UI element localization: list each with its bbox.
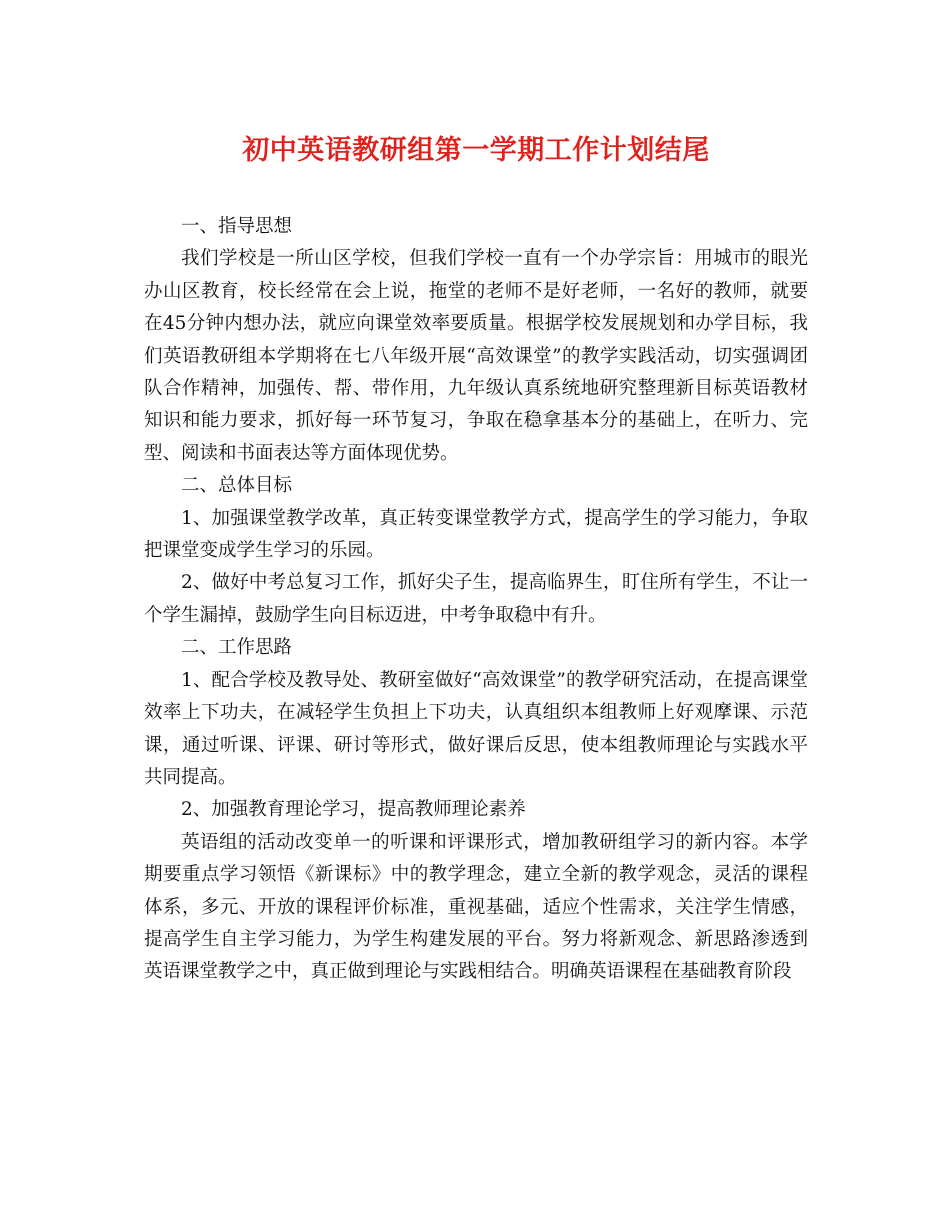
section-heading-guiding-ideology: 一、指导思想 <box>181 216 293 237</box>
section-heading-overall-goals: 二、总体目标 <box>181 475 293 497</box>
paragraph-goal-1: 1、加强课堂教学改革，真正转变课堂教学方式，提高学生的学习能力，争取把课堂变成学生学习的乐园。 <box>144 507 808 562</box>
document-body <box>144 211 808 989</box>
paragraph-theory-study: 英语组的活动改变单一的听课和评课形式，增加教研组学习的新内容。本学期要重点学习领悟《新课标》中的教学理念，建立全新的教学观念，灵活的课程体系，多元、开放的课程评价标准，重视基础，适应个性需求，关注学生情感，提高学生自主学习能力，为学生构建发展的平台。努力将新观念、新思路渗透到英语课堂教学之中，真正做到理论与实践相结合。明确英语课程在基础教育阶段 <box>144 831 808 983</box>
paragraph-school-mission: 我们学校是一所山区学校，但我们学校一直有一个办学宗旨：用城市的眼光办山区教育，校长经常在会上说，拖堂的老师不是好老师，一名好的教师，就要在45分钟内想办法，就应向课堂效率要质量。根据学校发展规划和办学目标，我们英语教研组本学期将在七八年级开展“高效课堂”的教学实践活动，切实强调团队合作精神，加强传、帮、带作用，九年级认真系统地研究整理新目标英语教材知识和能力要求，抓好每一环节复习，争取在稳拿基本分的基础上，在听力、完型、阅读和书面表达等方面体现优势。 <box>144 248 808 464</box>
section-heading-work-approach: 二、工作思路 <box>181 637 293 659</box>
paragraph-goal-2: 2、做好中考总复习工作，抓好尖子生，提高临界生，盯住所有学生，不让一个学生漏掉，鼓励学生向目标迈进，中考争取稳中有升。 <box>144 572 808 626</box>
document-title: 初中英语教研组第一学期工作计划结尾 <box>242 135 710 166</box>
subheading-theory-study: 2、加强教育理论学习，提高教师理论素养 <box>181 799 526 821</box>
paragraph-approach-1: 1、配合学校及教导处、教研室做好“高效课堂”的教学研究活动，在提高课堂效率上下功夫，在减轻学生负担上下功夫，认真组织本组教师上好观摩课、示范课，通过听课、评课、研讨等形式，做好课后反思，使本组教师理论与实践水平共同提高。 <box>144 669 808 788</box>
